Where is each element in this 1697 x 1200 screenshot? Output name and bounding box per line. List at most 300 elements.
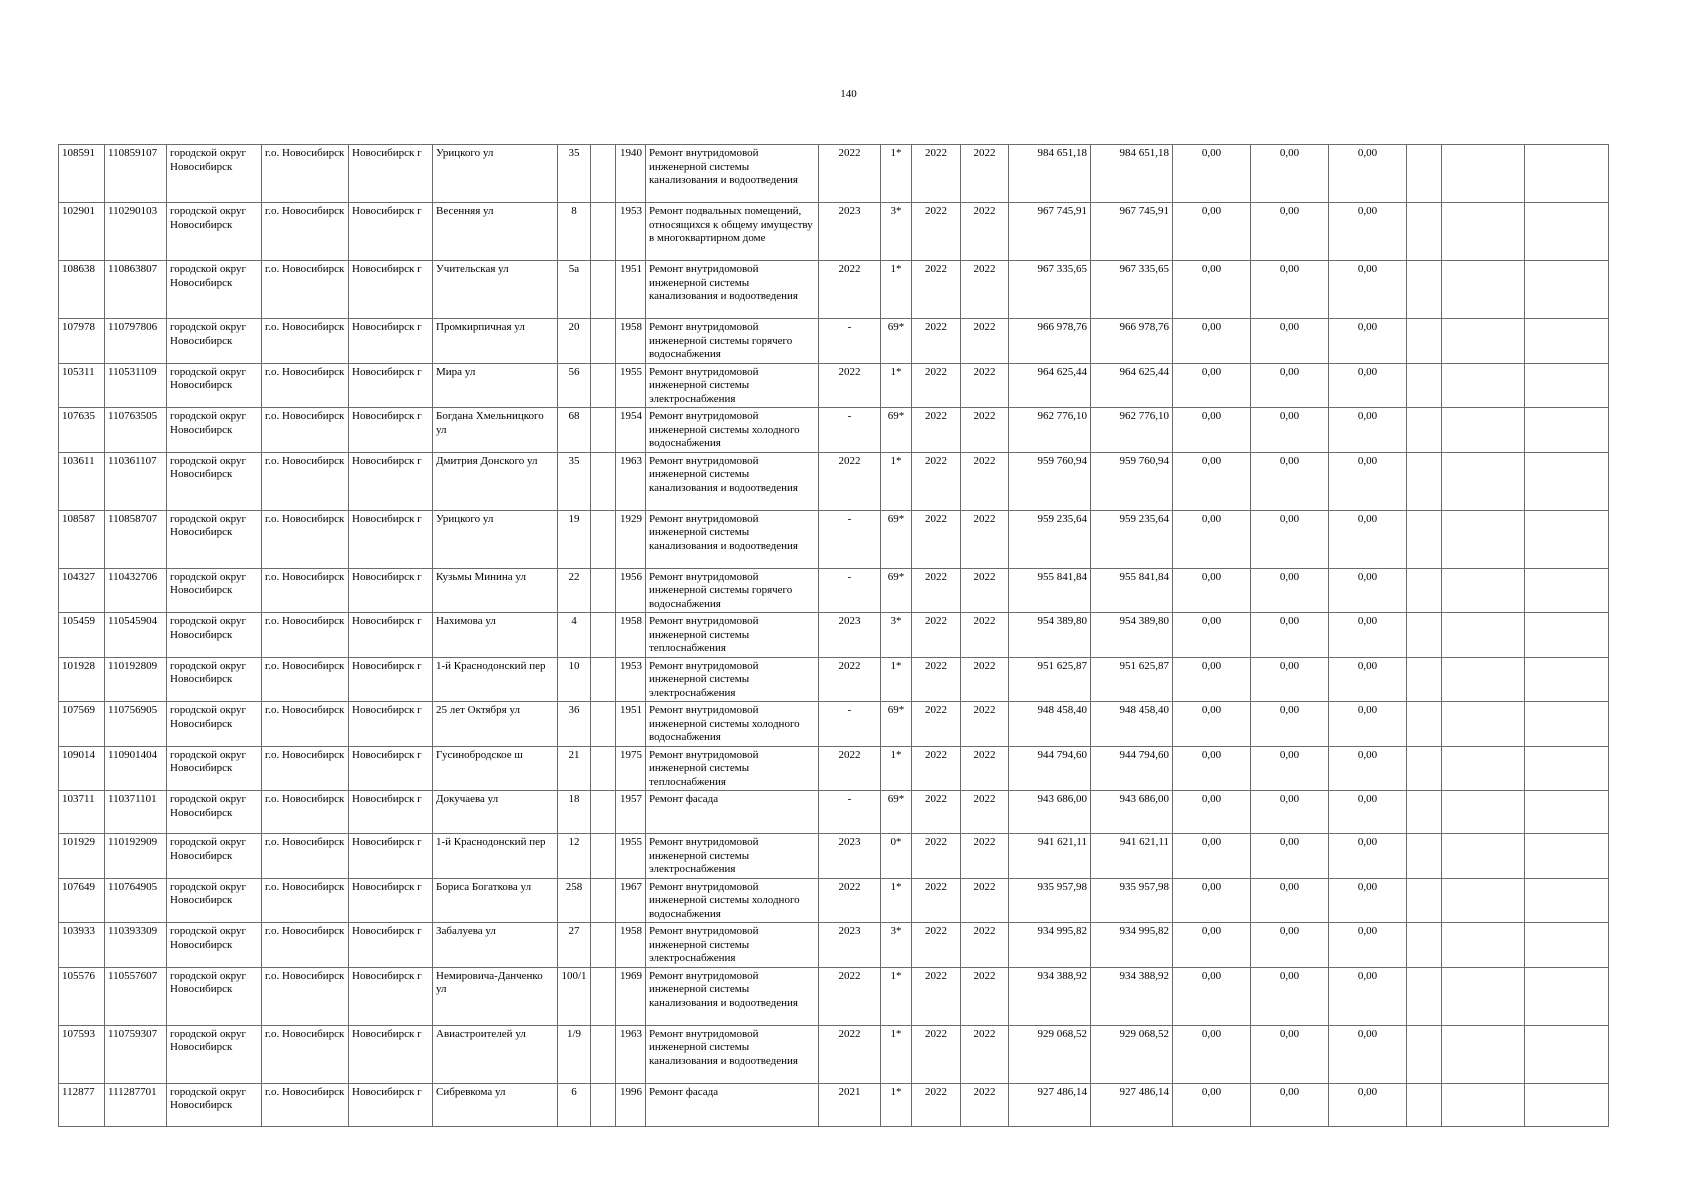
cell-street: 1-й Краснодонский пер — [433, 657, 558, 702]
cell-cost-fund: 967 745,91 — [1091, 203, 1173, 261]
cell-building — [591, 613, 616, 658]
cell-record-id: 107593 — [59, 1025, 105, 1083]
table-row — [59, 203, 1609, 261]
cell-municipality: городской округ Новосибирск — [167, 510, 262, 568]
cell-year-built: 1958 — [616, 613, 646, 658]
cell-extra-2 — [1442, 834, 1525, 879]
cell-total-cost: 964 625,44 — [1009, 363, 1091, 408]
cell-municipality: городской округ Новосибирск — [167, 746, 262, 791]
cell-end-year: 2022 — [961, 203, 1009, 261]
cell-extra-1 — [1407, 791, 1442, 834]
cell-work-type: Ремонт внутридомовой инженерной системы канализования и водоотведения — [646, 967, 819, 1025]
cell-house-code: 110756905 — [105, 702, 167, 747]
table-row — [59, 145, 1609, 203]
cell-cost-federal: 0,00 — [1173, 967, 1251, 1025]
cell-extra-3 — [1525, 319, 1609, 364]
cell-extra-1 — [1407, 878, 1442, 923]
cell-street: Нахимова ул — [433, 613, 558, 658]
cell-record-id: 103711 — [59, 791, 105, 834]
cell-extra-1 — [1407, 568, 1442, 613]
cell-building — [591, 834, 616, 879]
cell-city: Новосибирск г — [349, 1083, 433, 1126]
cell-house-code: 110361107 — [105, 452, 167, 510]
cell-municipality: городской округ Новосибирск — [167, 319, 262, 364]
cell-city: Новосибирск г — [349, 791, 433, 834]
cell-house-number: 36 — [558, 702, 591, 747]
cell-street: 1-й Краснодонский пер — [433, 834, 558, 879]
cell-total-cost: 948 458,40 — [1009, 702, 1091, 747]
cell-city: Новосибирск г — [349, 145, 433, 203]
cell-building — [591, 746, 616, 791]
cell-extra-3 — [1525, 878, 1609, 923]
cell-planned-year: - — [819, 791, 881, 834]
cell-cost-federal: 0,00 — [1173, 261, 1251, 319]
cell-end-year: 2022 — [961, 145, 1009, 203]
cell-street: Немировича-Данченко ул — [433, 967, 558, 1025]
cell-extra-3 — [1525, 967, 1609, 1025]
cell-work-type: Ремонт внутридомовой инженерной системы электроснабжения — [646, 657, 819, 702]
cell-cost-local: 0,00 — [1329, 834, 1407, 879]
cell-planned-year: 2021 — [819, 1083, 881, 1126]
cell-building — [591, 967, 616, 1025]
cell-building — [591, 568, 616, 613]
cell-cost-federal: 0,00 — [1173, 702, 1251, 747]
cell-street: Богдана Хмельницкого ул — [433, 408, 558, 453]
cell-house-number: 21 — [558, 746, 591, 791]
cell-cost-local: 0,00 — [1329, 145, 1407, 203]
cell-year-built: 1953 — [616, 203, 646, 261]
cell-house-number: 8 — [558, 203, 591, 261]
cell-municipality: городской округ Новосибирск — [167, 568, 262, 613]
cell-house-code: 111287701 — [105, 1083, 167, 1126]
cell-cost-fund: 948 458,40 — [1091, 702, 1173, 747]
cell-planned-year: 2023 — [819, 203, 881, 261]
cell-cost-local: 0,00 — [1329, 568, 1407, 613]
cell-extra-2 — [1442, 746, 1525, 791]
cell-municipality: городской округ Новосибирск — [167, 145, 262, 203]
cell-municipality: городской округ Новосибирск — [167, 657, 262, 702]
cell-end-year: 2022 — [961, 1025, 1009, 1083]
cell-municipality: городской округ Новосибирск — [167, 702, 262, 747]
cell-start-year: 2022 — [912, 452, 961, 510]
cell-note-mark: 1* — [881, 363, 912, 408]
cell-work-type: Ремонт внутридомовой инженерной системы холодного водоснабжения — [646, 702, 819, 747]
cell-city: Новосибирск г — [349, 1025, 433, 1083]
cell-extra-1 — [1407, 1025, 1442, 1083]
cell-start-year: 2022 — [912, 613, 961, 658]
cell-end-year: 2022 — [961, 878, 1009, 923]
cell-year-built: 1951 — [616, 702, 646, 747]
cell-start-year: 2022 — [912, 568, 961, 613]
cell-year-built: 1958 — [616, 319, 646, 364]
cell-planned-year: 2022 — [819, 145, 881, 203]
cell-extra-3 — [1525, 746, 1609, 791]
cell-building — [591, 791, 616, 834]
cell-work-type: Ремонт внутридомовой инженерной системы холодного водоснабжения — [646, 408, 819, 453]
cell-extra-1 — [1407, 657, 1442, 702]
cell-end-year: 2022 — [961, 408, 1009, 453]
cell-year-built: 1969 — [616, 967, 646, 1025]
cell-cost-regional: 0,00 — [1251, 613, 1329, 658]
cell-house-number: 19 — [558, 510, 591, 568]
cell-extra-3 — [1525, 657, 1609, 702]
cell-house-number: 1/9 — [558, 1025, 591, 1083]
cell-extra-3 — [1525, 834, 1609, 879]
cell-work-type: Ремонт внутридомовой инженерной системы канализования и водоотведения — [646, 452, 819, 510]
cell-work-type: Ремонт подвальных помещений, относящихся к общему имуществу в многоквартирном доме — [646, 203, 819, 261]
cell-cost-fund: 955 841,84 — [1091, 568, 1173, 613]
cell-cost-regional: 0,00 — [1251, 510, 1329, 568]
cell-city: Новосибирск г — [349, 510, 433, 568]
cell-city: Новосибирск г — [349, 452, 433, 510]
cell-note-mark: 0* — [881, 834, 912, 879]
cell-total-cost: 959 760,94 — [1009, 452, 1091, 510]
cell-note-mark: 1* — [881, 878, 912, 923]
cell-cost-local: 0,00 — [1329, 203, 1407, 261]
cell-municipality: городской округ Новосибирск — [167, 408, 262, 453]
cell-year-built: 1929 — [616, 510, 646, 568]
cell-city: Новосибирск г — [349, 967, 433, 1025]
cell-cost-federal: 0,00 — [1173, 746, 1251, 791]
cell-house-number: 6 — [558, 1083, 591, 1126]
cell-municipality: городской округ Новосибирск — [167, 1025, 262, 1083]
cell-extra-3 — [1525, 923, 1609, 968]
cell-record-id: 105459 — [59, 613, 105, 658]
cell-planned-year: 2022 — [819, 1025, 881, 1083]
cell-note-mark: 1* — [881, 452, 912, 510]
cell-cost-fund: 941 621,11 — [1091, 834, 1173, 879]
cell-cost-federal: 0,00 — [1173, 568, 1251, 613]
table-row — [59, 746, 1609, 791]
cell-municipality: городской округ Новосибирск — [167, 834, 262, 879]
cell-extra-2 — [1442, 145, 1525, 203]
table-row — [59, 510, 1609, 568]
cell-house-number: 27 — [558, 923, 591, 968]
cell-house-code: 110192909 — [105, 834, 167, 879]
cell-extra-3 — [1525, 145, 1609, 203]
table-row — [59, 967, 1609, 1025]
cell-street: Учительская ул — [433, 261, 558, 319]
cell-note-mark: 69* — [881, 702, 912, 747]
cell-year-built: 1957 — [616, 791, 646, 834]
cell-cost-local: 0,00 — [1329, 791, 1407, 834]
cell-start-year: 2022 — [912, 878, 961, 923]
cell-cost-federal: 0,00 — [1173, 319, 1251, 364]
cell-cost-federal: 0,00 — [1173, 878, 1251, 923]
cell-settlement: г.о. Новосибирск — [262, 878, 349, 923]
cell-note-mark: 1* — [881, 1025, 912, 1083]
cell-house-code: 110545904 — [105, 613, 167, 658]
cell-extra-2 — [1442, 510, 1525, 568]
cell-record-id: 108587 — [59, 510, 105, 568]
table-row — [59, 613, 1609, 658]
cell-building — [591, 657, 616, 702]
cell-cost-regional: 0,00 — [1251, 1025, 1329, 1083]
cell-year-built: 1975 — [616, 746, 646, 791]
cell-extra-2 — [1442, 878, 1525, 923]
cell-building — [591, 363, 616, 408]
cell-cost-local: 0,00 — [1329, 1083, 1407, 1126]
cell-municipality: городской округ Новосибирск — [167, 923, 262, 968]
cell-building — [591, 408, 616, 453]
cell-end-year: 2022 — [961, 613, 1009, 658]
cell-extra-3 — [1525, 408, 1609, 453]
cell-cost-federal: 0,00 — [1173, 923, 1251, 968]
cell-cost-regional: 0,00 — [1251, 568, 1329, 613]
cell-building — [591, 878, 616, 923]
cell-record-id: 107635 — [59, 408, 105, 453]
cell-start-year: 2022 — [912, 834, 961, 879]
cell-cost-federal: 0,00 — [1173, 613, 1251, 658]
cell-total-cost: 941 621,11 — [1009, 834, 1091, 879]
cell-note-mark: 1* — [881, 967, 912, 1025]
cell-house-code: 110192809 — [105, 657, 167, 702]
cell-extra-1 — [1407, 1083, 1442, 1126]
cell-total-cost: 927 486,14 — [1009, 1083, 1091, 1126]
cell-street: Урицкого ул — [433, 145, 558, 203]
cell-work-type: Ремонт внутридомовой инженерной системы теплоснабжения — [646, 613, 819, 658]
cell-start-year: 2022 — [912, 363, 961, 408]
cell-extra-1 — [1407, 408, 1442, 453]
cell-house-code: 110901404 — [105, 746, 167, 791]
cell-extra-2 — [1442, 791, 1525, 834]
cell-extra-1 — [1407, 746, 1442, 791]
cell-settlement: г.о. Новосибирск — [262, 791, 349, 834]
cell-cost-regional: 0,00 — [1251, 834, 1329, 879]
cell-cost-local: 0,00 — [1329, 746, 1407, 791]
cell-city: Новосибирск г — [349, 834, 433, 879]
cell-start-year: 2022 — [912, 967, 961, 1025]
cell-end-year: 2022 — [961, 923, 1009, 968]
cell-start-year: 2022 — [912, 791, 961, 834]
cell-record-id: 102901 — [59, 203, 105, 261]
cell-note-mark: 69* — [881, 791, 912, 834]
cell-extra-3 — [1525, 791, 1609, 834]
table-row — [59, 834, 1609, 879]
cell-municipality: городской округ Новосибирск — [167, 878, 262, 923]
cell-cost-regional: 0,00 — [1251, 363, 1329, 408]
cell-extra-3 — [1525, 1025, 1609, 1083]
cell-settlement: г.о. Новосибирск — [262, 657, 349, 702]
cell-extra-2 — [1442, 408, 1525, 453]
cell-record-id: 101929 — [59, 834, 105, 879]
cell-street: Авиастроителей ул — [433, 1025, 558, 1083]
cell-year-built: 1951 — [616, 261, 646, 319]
cell-house-number: 20 — [558, 319, 591, 364]
cell-cost-regional: 0,00 — [1251, 203, 1329, 261]
cell-planned-year: - — [819, 319, 881, 364]
cell-extra-3 — [1525, 203, 1609, 261]
cell-record-id: 112877 — [59, 1083, 105, 1126]
cell-street: Кузьмы Минина ул — [433, 568, 558, 613]
cell-extra-3 — [1525, 363, 1609, 408]
cell-house-code: 110797806 — [105, 319, 167, 364]
table-row — [59, 363, 1609, 408]
cell-note-mark: 1* — [881, 746, 912, 791]
cell-end-year: 2022 — [961, 834, 1009, 879]
cell-record-id: 105311 — [59, 363, 105, 408]
cell-settlement: г.о. Новосибирск — [262, 452, 349, 510]
cell-planned-year: - — [819, 408, 881, 453]
cell-planned-year: 2022 — [819, 363, 881, 408]
cell-extra-3 — [1525, 702, 1609, 747]
cell-record-id: 103611 — [59, 452, 105, 510]
cell-note-mark: 3* — [881, 203, 912, 261]
cell-end-year: 2022 — [961, 1083, 1009, 1126]
cell-cost-regional: 0,00 — [1251, 791, 1329, 834]
cell-cost-federal: 0,00 — [1173, 791, 1251, 834]
cell-total-cost: 959 235,64 — [1009, 510, 1091, 568]
cell-cost-local: 0,00 — [1329, 363, 1407, 408]
cell-street: Мира ул — [433, 363, 558, 408]
cell-total-cost: 934 388,92 — [1009, 967, 1091, 1025]
cell-cost-local: 0,00 — [1329, 319, 1407, 364]
cell-cost-fund: 927 486,14 — [1091, 1083, 1173, 1126]
cell-work-type: Ремонт внутридомовой инженерной системы электроснабжения — [646, 923, 819, 968]
cell-cost-fund: 954 389,80 — [1091, 613, 1173, 658]
cell-extra-1 — [1407, 363, 1442, 408]
cell-city: Новосибирск г — [349, 613, 433, 658]
cell-cost-fund: 962 776,10 — [1091, 408, 1173, 453]
cell-cost-fund: 934 388,92 — [1091, 967, 1173, 1025]
cell-note-mark: 1* — [881, 657, 912, 702]
cell-start-year: 2022 — [912, 702, 961, 747]
cell-house-code: 110371101 — [105, 791, 167, 834]
cell-start-year: 2022 — [912, 203, 961, 261]
cell-extra-2 — [1442, 657, 1525, 702]
cell-cost-fund: 959 760,94 — [1091, 452, 1173, 510]
cell-cost-regional: 0,00 — [1251, 1083, 1329, 1126]
cell-extra-2 — [1442, 613, 1525, 658]
cell-note-mark: 1* — [881, 261, 912, 319]
cell-end-year: 2022 — [961, 319, 1009, 364]
cell-house-code: 110759307 — [105, 1025, 167, 1083]
cell-end-year: 2022 — [961, 261, 1009, 319]
cell-planned-year: - — [819, 702, 881, 747]
cell-record-id: 107978 — [59, 319, 105, 364]
cell-cost-local: 0,00 — [1329, 408, 1407, 453]
cell-total-cost: 966 978,76 — [1009, 319, 1091, 364]
cell-cost-regional: 0,00 — [1251, 319, 1329, 364]
cell-year-built: 1963 — [616, 452, 646, 510]
cell-extra-1 — [1407, 702, 1442, 747]
table-row — [59, 657, 1609, 702]
cell-house-number: 68 — [558, 408, 591, 453]
cell-cost-federal: 0,00 — [1173, 834, 1251, 879]
cell-city: Новосибирск г — [349, 363, 433, 408]
cell-street: Бориса Богаткова ул — [433, 878, 558, 923]
table-row — [59, 878, 1609, 923]
cell-work-type: Ремонт внутридомовой инженерной системы горячего водоснабжения — [646, 568, 819, 613]
cell-street: Промкирпичная ул — [433, 319, 558, 364]
cell-settlement: г.о. Новосибирск — [262, 510, 349, 568]
cell-work-type: Ремонт внутридомовой инженерной системы канализования и водоотведения — [646, 145, 819, 203]
cell-settlement: г.о. Новосибирск — [262, 319, 349, 364]
cell-start-year: 2022 — [912, 319, 961, 364]
cell-settlement: г.о. Новосибирск — [262, 408, 349, 453]
cell-total-cost: 967 335,65 — [1009, 261, 1091, 319]
cell-end-year: 2022 — [961, 746, 1009, 791]
cell-planned-year: - — [819, 510, 881, 568]
cell-house-number: 100/1 — [558, 967, 591, 1025]
registry-body — [59, 145, 1609, 1127]
cell-city: Новосибирск г — [349, 261, 433, 319]
cell-house-number: 10 — [558, 657, 591, 702]
cell-note-mark: 69* — [881, 510, 912, 568]
cell-planned-year: 2023 — [819, 613, 881, 658]
cell-cost-fund: 944 794,60 — [1091, 746, 1173, 791]
cell-street: Гусинобродское ш — [433, 746, 558, 791]
cell-cost-local: 0,00 — [1329, 657, 1407, 702]
cell-cost-fund: 959 235,64 — [1091, 510, 1173, 568]
cell-total-cost: 955 841,84 — [1009, 568, 1091, 613]
cell-planned-year: - — [819, 568, 881, 613]
cell-cost-fund: 984 651,18 — [1091, 145, 1173, 203]
cell-house-number: 258 — [558, 878, 591, 923]
cell-cost-fund: 929 068,52 — [1091, 1025, 1173, 1083]
cell-settlement: г.о. Новосибирск — [262, 1083, 349, 1126]
cell-city: Новосибирск г — [349, 568, 433, 613]
cell-extra-1 — [1407, 145, 1442, 203]
cell-extra-2 — [1442, 1025, 1525, 1083]
cell-record-id: 104327 — [59, 568, 105, 613]
table-row — [59, 1025, 1609, 1083]
cell-cost-local: 0,00 — [1329, 1025, 1407, 1083]
cell-settlement: г.о. Новосибирск — [262, 967, 349, 1025]
cell-total-cost: 934 995,82 — [1009, 923, 1091, 968]
cell-cost-federal: 0,00 — [1173, 145, 1251, 203]
cell-building — [591, 203, 616, 261]
cell-planned-year: 2023 — [819, 834, 881, 879]
cell-cost-local: 0,00 — [1329, 702, 1407, 747]
cell-cost-fund: 951 625,87 — [1091, 657, 1173, 702]
cell-extra-2 — [1442, 1083, 1525, 1126]
cell-house-code: 110858707 — [105, 510, 167, 568]
cell-work-type: Ремонт фасада — [646, 1083, 819, 1126]
table-row — [59, 568, 1609, 613]
cell-start-year: 2022 — [912, 510, 961, 568]
cell-house-number: 18 — [558, 791, 591, 834]
cell-house-code: 110763505 — [105, 408, 167, 453]
cell-start-year: 2022 — [912, 408, 961, 453]
cell-total-cost: 962 776,10 — [1009, 408, 1091, 453]
cell-city: Новосибирск г — [349, 657, 433, 702]
cell-total-cost: 935 957,98 — [1009, 878, 1091, 923]
cell-cost-federal: 0,00 — [1173, 408, 1251, 453]
cell-house-number: 4 — [558, 613, 591, 658]
cell-house-code: 110290103 — [105, 203, 167, 261]
cell-total-cost: 967 745,91 — [1009, 203, 1091, 261]
cell-municipality: городской округ Новосибирск — [167, 261, 262, 319]
cell-city: Новосибирск г — [349, 923, 433, 968]
cell-extra-1 — [1407, 967, 1442, 1025]
cell-cost-federal: 0,00 — [1173, 363, 1251, 408]
cell-city: Новосибирск г — [349, 746, 433, 791]
cell-cost-local: 0,00 — [1329, 878, 1407, 923]
cell-cost-federal: 0,00 — [1173, 1025, 1251, 1083]
cell-start-year: 2022 — [912, 145, 961, 203]
cell-cost-federal: 0,00 — [1173, 510, 1251, 568]
cell-extra-2 — [1442, 261, 1525, 319]
cell-settlement: г.о. Новосибирск — [262, 363, 349, 408]
cell-work-type: Ремонт внутридомовой инженерной системы электроснабжения — [646, 363, 819, 408]
cell-cost-fund: 964 625,44 — [1091, 363, 1173, 408]
cell-cost-regional: 0,00 — [1251, 746, 1329, 791]
cell-year-built: 1956 — [616, 568, 646, 613]
cell-start-year: 2022 — [912, 1083, 961, 1126]
cell-year-built: 1967 — [616, 878, 646, 923]
cell-street: Забалуева ул — [433, 923, 558, 968]
